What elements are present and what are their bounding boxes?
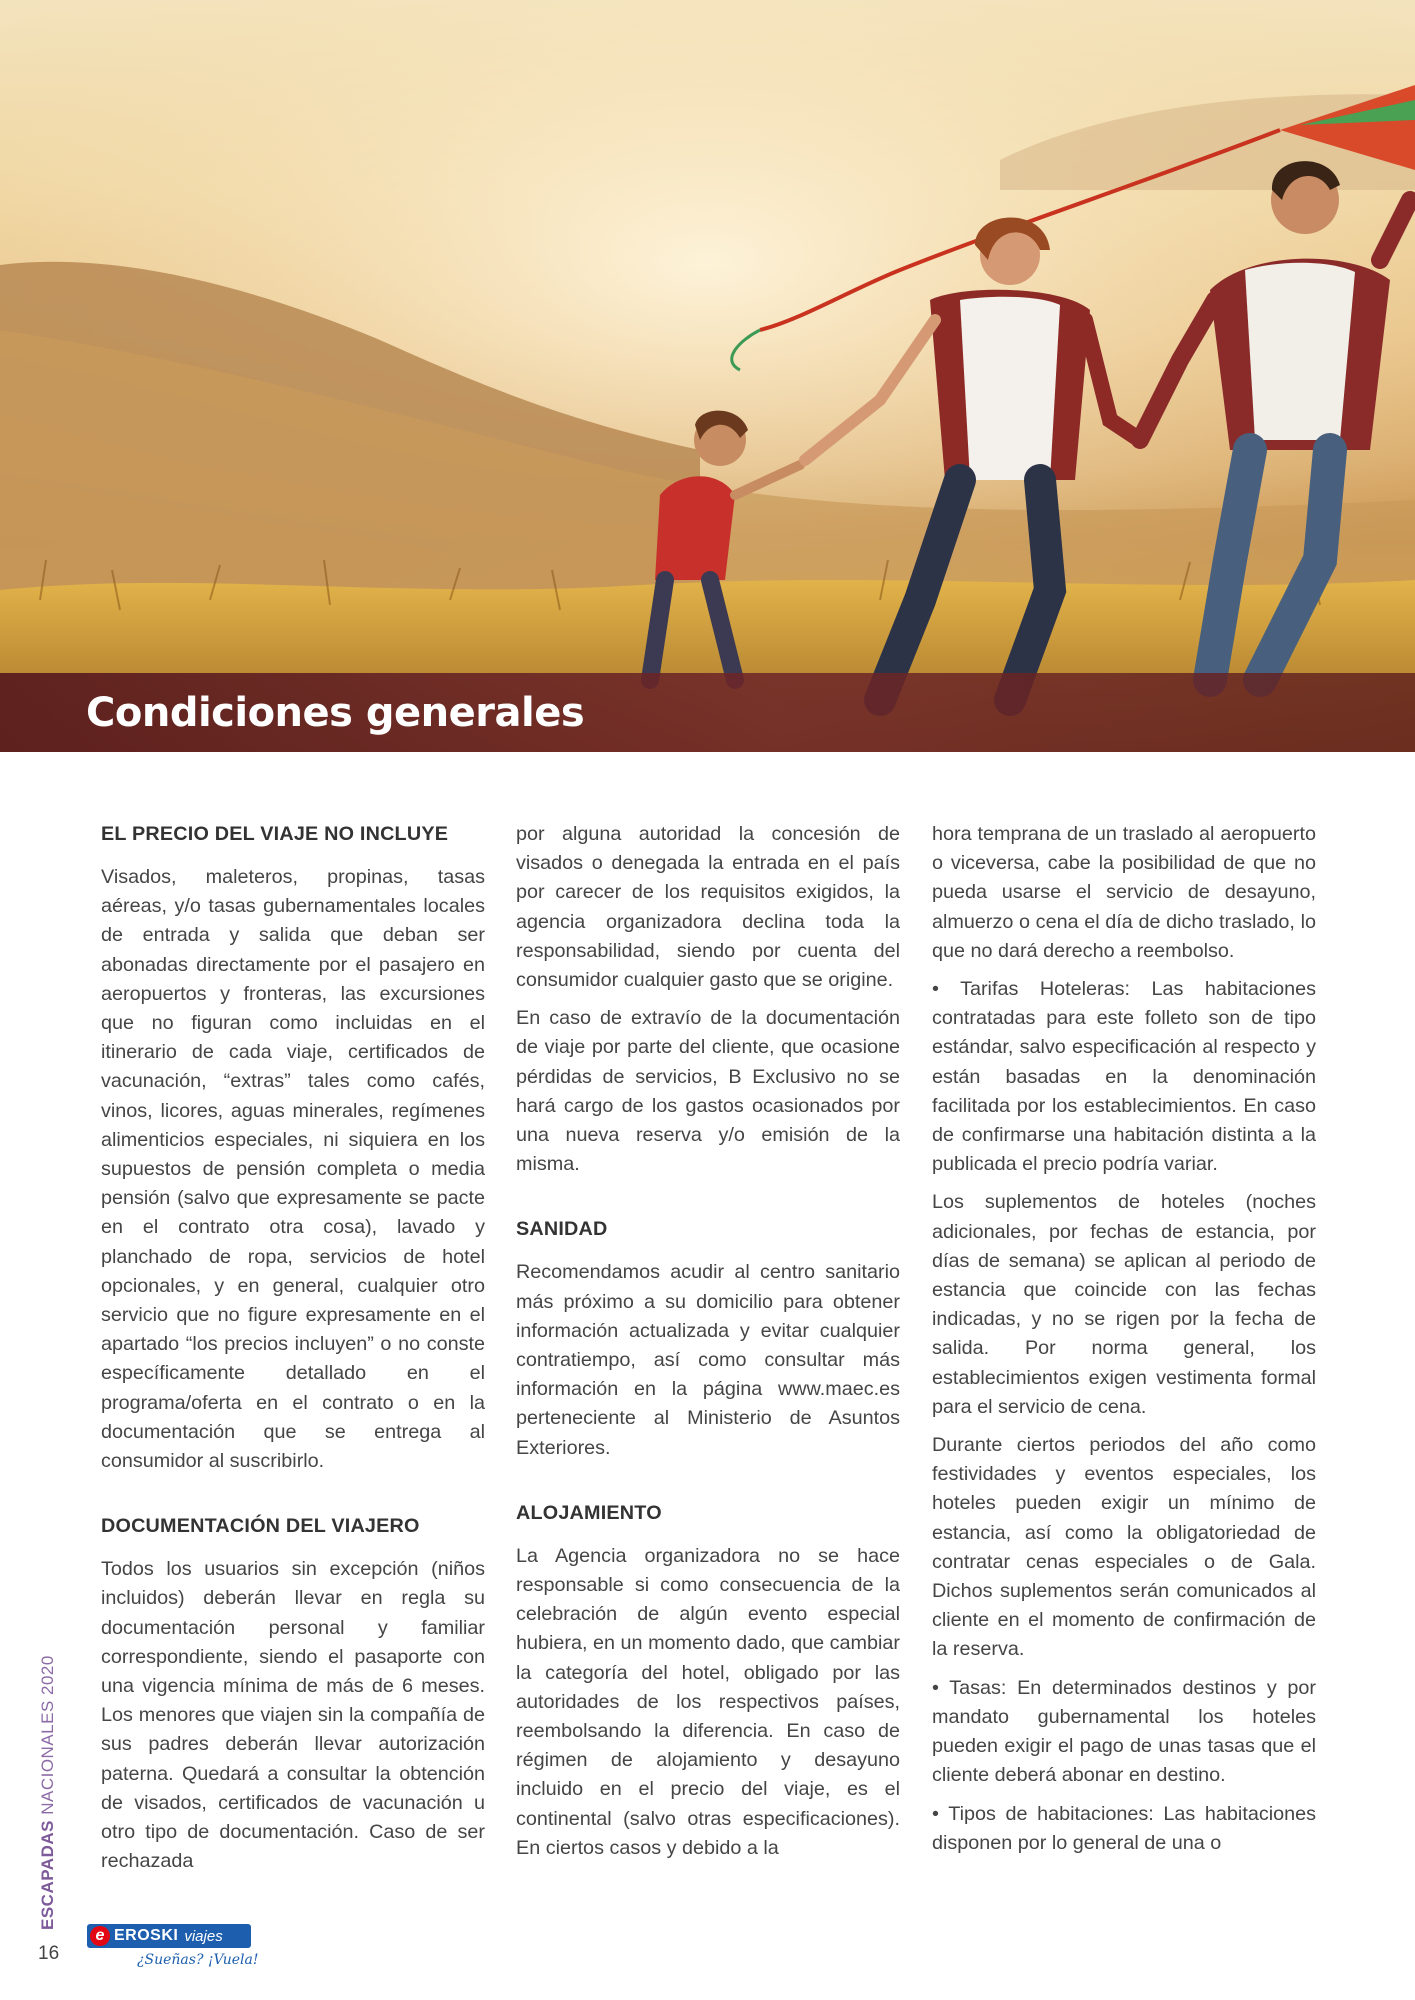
hero-photo xyxy=(0,0,1415,752)
paragraph: • Tasas: En determinados destinos y por mandato gubernamental los hoteles pueden exigir el pago de unas tasas que el cliente deberá abonar en destino. xyxy=(932,1676,1316,1787)
section-label-vertical xyxy=(38,1655,58,1930)
eroski-viajes-logo xyxy=(87,1924,251,1948)
page-number: 16 xyxy=(38,1943,60,1964)
logo-brand: EROSKI xyxy=(114,1927,179,1944)
logo-tagline: ¿Sueñas? ¡Vuela! xyxy=(137,1952,259,1968)
section-heading-alojamiento: ALOJAMIENTO xyxy=(516,1501,662,1524)
paragraph: Los suplementos de hoteles (noches adicionales, por fechas de estancia, por días de semana) se aplican al periodo de estancia que coincide con las fechas indicadas, y no se rigen por la fecha de salida. Por norma general, los establecimientos exigen vestimenta formal para el servicio de cena. xyxy=(932,1191,1316,1418)
paragraph: Todos los usuarios sin excepción (niños incluidos) deberán llevar en regla su documentación personal y familiar correspondiente, siendo el pasaporte con una vigencia mínima de más de 6 meses. Los menores que viajen sin la compañía de sus padres deberán llevar autorización paterna. Quedará a consultar la obtención de visados, certificados de vacunación u otro tipo de documentación. Caso de ser rechazada xyxy=(101,1558,485,1873)
paragraph: • Tipos de habitaciones: Las habitaciones disponen por lo general de una o xyxy=(932,1802,1316,1854)
logo-sub: viajes xyxy=(184,1927,223,1945)
section-heading-sanidad: SANIDAD xyxy=(516,1218,608,1241)
page-title: Condiciones generales xyxy=(86,690,585,736)
section-label-rest: NACIONALES 2020 xyxy=(38,1655,57,1821)
text-column-1 xyxy=(101,820,485,1886)
paragraph: Recomendamos acudir al centro sanitario más próximo a su domicilio para obtener información actualizada y evitar cualquier contratiempo, así como consultar más información en la página www.maec.es perteneciente al Ministerio de Asuntos Exteriores. xyxy=(516,1261,900,1459)
text-column-3 xyxy=(932,820,1316,1867)
logo-e-mark: e xyxy=(90,1926,110,1946)
section-heading-documentacion: DOCUMENTACIÓN DEL VIAJERO xyxy=(101,1515,420,1538)
family-kite-illustration xyxy=(0,0,1415,752)
paragraph: • Tarifas Hoteleras: Las habitaciones contratadas para este folleto son de tipo estándar, salvo especificación al respecto y están basadas en la denominación facilitada por los establecimientos. En caso de confirmarse una habitación distinta a la publicada el precio podría variar. xyxy=(932,978,1316,1176)
section-heading-precio-no-incluye: EL PRECIO DEL VIAJE NO INCLUYE xyxy=(101,823,449,845)
section-label-bold: ESCAPADAS xyxy=(38,1820,57,1930)
paragraph: por alguna autoridad la concesión de visados o denegada la entrada en el país por carecer de los requisitos exigidos, la agencia organizadora declina toda la responsabilidad, siendo por cuenta del consumidor cualquier gasto que se origine. xyxy=(516,823,900,992)
text-column-2 xyxy=(516,820,900,1872)
paragraph: hora temprana de un traslado al aeropuerto o viceversa, cabe la posibilidad de que no pueda usarse el servicio de desayuno, almuerzo o cena el día de dicho traslado, lo que no dará derecho a reembolso. xyxy=(932,823,1316,962)
paragraph: La Agencia organizadora no se hace responsable si como consecuencia de la celebración de algún evento especial hubiera, en un momento dado, que cambiar la categoría del hotel, obligado por las autoridades de los respectivos países, reembolsando la diferencia. En caso de régimen de alojamiento y desayuno incluido en el precio del viaje, es el continental (salvo otras especificaciones). En ciertos casos y debido a la xyxy=(516,1544,900,1859)
paragraph: En caso de extravío de la documentación de viaje por parte del cliente, que ocasione pérdidas de servicios, B Exclusivo no se hará cargo de los gastos ocasionados por una nueva reserva y/o emisión de la misma. xyxy=(516,1007,900,1176)
paragraph: Durante ciertos periodos del año como festividades y eventos especiales, los hoteles pueden exigir un mínimo de estancia, así como la obligatoriedad de contratar cenas especiales o de Gala. Dichos suplementos serán comunicados al cliente en el momento de confirmación de la reserva. xyxy=(932,1434,1316,1661)
paragraph: Visados, maleteros, propinas, tasas aéreas, y/o tasas gubernamentales locales de entrada y salida que deban ser abonadas directamente por el pasajero en aeropuertos y fronteras, las excursiones que no figuran como incluidas en el itinerario de cada viaje, certificados de vacunación, “extras” tales como cafés, vinos, licores, aguas minerales, regímenes alimenticios especiales, ni siquiera en los supuestos de pensión completa o media pensión (salvo que expresamente se pacte en el contrato otra cosa), lavado y planchado de ropa, servicios de hotel opcionales, y en general, cualquier otro servicio que no figure expresamente en el apartado “los precios incluyen” o no conste específicamente detallado en el programa/oferta en el contrato o en la documentación que se entrega al consumidor al suscribirlo. xyxy=(101,866,485,1473)
